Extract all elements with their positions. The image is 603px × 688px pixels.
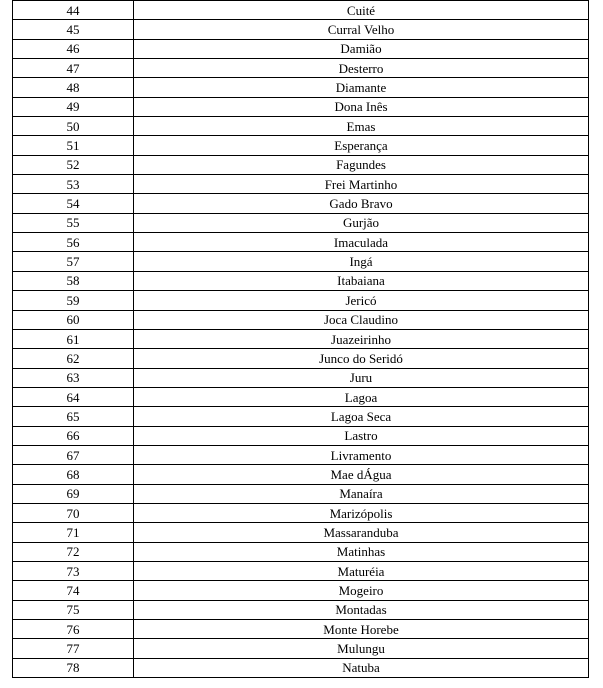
table-row bbox=[13, 445, 589, 464]
row-number-cell: 65 bbox=[13, 407, 134, 426]
table-row bbox=[13, 136, 589, 155]
table-row bbox=[13, 426, 589, 445]
municipality-name-cell: Mae dÁgua bbox=[134, 465, 589, 484]
row-number-cell: 72 bbox=[13, 542, 134, 561]
table-row bbox=[13, 329, 589, 348]
municipality-name-cell: Itabaiana bbox=[134, 271, 589, 290]
table-row bbox=[13, 523, 589, 542]
table-row bbox=[13, 252, 589, 271]
municipality-name-cell: Frei Martinho bbox=[134, 175, 589, 194]
municipality-name-cell: Massaranduba bbox=[134, 523, 589, 542]
row-number-cell: 61 bbox=[13, 329, 134, 348]
table-row bbox=[13, 387, 589, 406]
row-number-cell: 77 bbox=[13, 639, 134, 658]
municipality-table bbox=[12, 0, 589, 678]
table-row bbox=[13, 368, 589, 387]
municipality-name-cell: Matinhas bbox=[134, 542, 589, 561]
municipality-name-cell: Juru bbox=[134, 368, 589, 387]
municipality-name-cell: Imaculada bbox=[134, 233, 589, 252]
table-row bbox=[13, 117, 589, 136]
municipality-name-cell: Lastro bbox=[134, 426, 589, 445]
municipality-name-cell: Gurjão bbox=[134, 213, 589, 232]
table-row bbox=[13, 233, 589, 252]
municipality-name-cell: Ingá bbox=[134, 252, 589, 271]
row-number-cell: 76 bbox=[13, 620, 134, 639]
row-number-cell: 78 bbox=[13, 658, 134, 677]
row-number-cell: 57 bbox=[13, 252, 134, 271]
table-row bbox=[13, 97, 589, 116]
row-number-cell: 60 bbox=[13, 310, 134, 329]
municipality-name-cell: Juazeirinho bbox=[134, 329, 589, 348]
table-row bbox=[13, 349, 589, 368]
table-row bbox=[13, 310, 589, 329]
municipality-name-cell: Cuité bbox=[134, 1, 589, 20]
table-row bbox=[13, 155, 589, 174]
table-row bbox=[13, 620, 589, 639]
row-number-cell: 52 bbox=[13, 155, 134, 174]
table-row bbox=[13, 291, 589, 310]
row-number-cell: 66 bbox=[13, 426, 134, 445]
row-number-cell: 58 bbox=[13, 271, 134, 290]
row-number-cell: 69 bbox=[13, 484, 134, 503]
row-number-cell: 75 bbox=[13, 600, 134, 619]
row-number-cell: 64 bbox=[13, 387, 134, 406]
table-row bbox=[13, 1, 589, 20]
municipality-name-cell: Fagundes bbox=[134, 155, 589, 174]
row-number-cell: 45 bbox=[13, 20, 134, 39]
table-row bbox=[13, 484, 589, 503]
municipality-name-cell: Curral Velho bbox=[134, 20, 589, 39]
row-number-cell: 74 bbox=[13, 581, 134, 600]
row-number-cell: 59 bbox=[13, 291, 134, 310]
row-number-cell: 73 bbox=[13, 561, 134, 580]
table-row bbox=[13, 465, 589, 484]
table-row bbox=[13, 271, 589, 290]
municipality-name-cell: Diamante bbox=[134, 78, 589, 97]
municipality-name-cell: Damião bbox=[134, 39, 589, 58]
table-row bbox=[13, 194, 589, 213]
table-row bbox=[13, 600, 589, 619]
table-row bbox=[13, 407, 589, 426]
municipality-name-cell: Mulungu bbox=[134, 639, 589, 658]
table-row bbox=[13, 213, 589, 232]
row-number-cell: 48 bbox=[13, 78, 134, 97]
municipality-name-cell: Emas bbox=[134, 117, 589, 136]
table-row bbox=[13, 658, 589, 677]
municipality-name-cell: Desterro bbox=[134, 59, 589, 78]
municipality-name-cell: Lagoa bbox=[134, 387, 589, 406]
municipality-name-cell: Natuba bbox=[134, 658, 589, 677]
table-body bbox=[13, 1, 589, 678]
row-number-cell: 51 bbox=[13, 136, 134, 155]
municipality-name-cell: Livramento bbox=[134, 445, 589, 464]
row-number-cell: 67 bbox=[13, 445, 134, 464]
table-row bbox=[13, 175, 589, 194]
table-row bbox=[13, 20, 589, 39]
municipality-name-cell: Gado Bravo bbox=[134, 194, 589, 213]
row-number-cell: 62 bbox=[13, 349, 134, 368]
municipality-name-cell: Manaíra bbox=[134, 484, 589, 503]
municipality-name-cell: Jericó bbox=[134, 291, 589, 310]
row-number-cell: 68 bbox=[13, 465, 134, 484]
table-row bbox=[13, 503, 589, 522]
row-number-cell: 70 bbox=[13, 503, 134, 522]
row-number-cell: 53 bbox=[13, 175, 134, 194]
row-number-cell: 63 bbox=[13, 368, 134, 387]
row-number-cell: 56 bbox=[13, 233, 134, 252]
table-row bbox=[13, 561, 589, 580]
municipality-name-cell: Monte Horebe bbox=[134, 620, 589, 639]
table-row bbox=[13, 542, 589, 561]
table-row bbox=[13, 78, 589, 97]
row-number-cell: 47 bbox=[13, 59, 134, 78]
table-row bbox=[13, 639, 589, 658]
row-number-cell: 55 bbox=[13, 213, 134, 232]
municipality-name-cell: Junco do Seridó bbox=[134, 349, 589, 368]
row-number-cell: 50 bbox=[13, 117, 134, 136]
row-number-cell: 44 bbox=[13, 1, 134, 20]
municipality-name-cell: Montadas bbox=[134, 600, 589, 619]
municipality-name-cell: Lagoa Seca bbox=[134, 407, 589, 426]
municipality-name-cell: Maturéia bbox=[134, 561, 589, 580]
municipality-name-cell: Esperança bbox=[134, 136, 589, 155]
row-number-cell: 71 bbox=[13, 523, 134, 542]
municipality-name-cell: Marizópolis bbox=[134, 503, 589, 522]
municipality-name-cell: Mogeiro bbox=[134, 581, 589, 600]
row-number-cell: 49 bbox=[13, 97, 134, 116]
table-row bbox=[13, 581, 589, 600]
row-number-cell: 46 bbox=[13, 39, 134, 58]
row-number-cell: 54 bbox=[13, 194, 134, 213]
municipality-name-cell: Joca Claudino bbox=[134, 310, 589, 329]
table-row bbox=[13, 39, 589, 58]
municipality-name-cell: Dona Inês bbox=[134, 97, 589, 116]
table-row bbox=[13, 59, 589, 78]
